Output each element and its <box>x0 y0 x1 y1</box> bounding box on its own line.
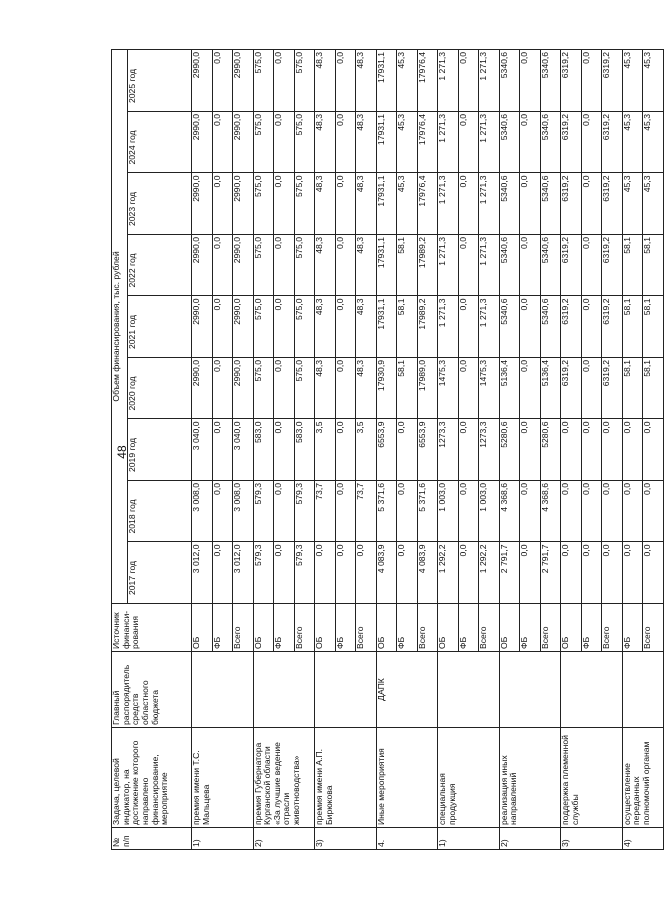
value-cell: 0,0 <box>212 235 233 297</box>
value-cell: 3,5 <box>315 419 336 481</box>
value-cell: 5340,6 <box>540 112 561 174</box>
value-cell: 45,3 <box>622 173 643 235</box>
value-cell: 0,0 <box>602 481 623 543</box>
value-cell: 5 371,6 <box>417 481 438 543</box>
value-cell: 1 271,3 <box>479 296 500 358</box>
row-task: премия имени А.П. Бирюкова <box>315 728 377 828</box>
row-task: премия Губернатора Курганской области «За лучшие ведение отрасли животноводства» <box>253 728 315 828</box>
value-cell: 0,0 <box>274 481 295 543</box>
value-cell: 5 371,6 <box>376 481 397 543</box>
value-cell: 0,0 <box>458 173 479 235</box>
value-cell: 3 008,0 <box>233 481 254 543</box>
value-cell: 579,3 <box>253 542 274 604</box>
row-source: ФБ <box>397 604 418 652</box>
value-cell: 575,0 <box>294 112 315 174</box>
value-cell: 6319,2 <box>561 49 582 111</box>
value-cell: 5280,6 <box>540 419 561 481</box>
value-cell: 579,3 <box>294 542 315 604</box>
value-cell: 1 271,3 <box>438 296 459 358</box>
value-cell: 0,0 <box>458 49 479 111</box>
value-cell: 3 012,0 <box>233 542 254 604</box>
value-cell: 48,3 <box>315 235 336 297</box>
value-cell: 6319,2 <box>602 296 623 358</box>
value-cell: 6319,2 <box>602 173 623 235</box>
value-cell: 48,3 <box>315 112 336 174</box>
value-cell: 6319,2 <box>602 235 623 297</box>
row-manager <box>438 652 500 728</box>
value-cell: 575,0 <box>294 235 315 297</box>
rotated-table-wrapper <box>111 50 652 850</box>
value-cell: 17931,1 <box>376 112 397 174</box>
value-cell: 575,0 <box>253 173 274 235</box>
row-source: Всего <box>233 604 254 652</box>
value-cell: 58,1 <box>622 235 643 297</box>
value-cell: 4 368,6 <box>499 481 520 543</box>
value-cell: 2990,0 <box>233 49 254 111</box>
table-row <box>622 49 643 849</box>
value-cell: 0,0 <box>520 112 541 174</box>
row-source: ФБ <box>622 604 643 652</box>
value-cell: 0,0 <box>561 542 582 604</box>
row-source: Всего <box>643 604 664 652</box>
value-cell: 1 271,3 <box>479 112 500 174</box>
value-cell: 0,0 <box>622 481 643 543</box>
value-cell: 17931,1 <box>376 49 397 111</box>
table-row <box>315 49 336 849</box>
row-source: ФБ <box>458 604 479 652</box>
value-cell: 1475,3 <box>479 358 500 420</box>
value-cell: 0,0 <box>212 358 233 420</box>
value-cell: 0,0 <box>274 419 295 481</box>
value-cell: 575,0 <box>294 173 315 235</box>
value-cell: 17931,1 <box>376 235 397 297</box>
value-cell: 6319,2 <box>602 49 623 111</box>
value-cell: 0,0 <box>335 481 356 543</box>
value-cell: 0,0 <box>212 49 233 111</box>
row-task: осуществление переданных полномочий органам <box>622 728 663 828</box>
value-cell: 579,3 <box>294 481 315 543</box>
value-cell: 1 271,3 <box>479 49 500 111</box>
value-cell: 45,3 <box>397 173 418 235</box>
value-cell: 0,0 <box>561 481 582 543</box>
value-cell: 583,0 <box>253 419 274 481</box>
value-cell: 6319,2 <box>561 358 582 420</box>
value-cell: 1 271,3 <box>479 235 500 297</box>
row-manager <box>499 652 561 728</box>
value-cell: 575,0 <box>253 358 274 420</box>
value-cell: 0,0 <box>212 296 233 358</box>
value-cell: 45,3 <box>397 49 418 111</box>
value-cell: 73,7 <box>356 481 377 543</box>
value-cell: 4 083,9 <box>376 542 397 604</box>
value-cell: 0,0 <box>581 542 602 604</box>
value-cell: 0,0 <box>643 481 664 543</box>
value-cell: 17989,0 <box>417 358 438 420</box>
header-year: 2019 год <box>128 419 192 481</box>
value-cell: 48,3 <box>356 112 377 174</box>
value-cell: 0,0 <box>274 358 295 420</box>
value-cell: 0,0 <box>520 481 541 543</box>
value-cell: 48,3 <box>315 173 336 235</box>
value-cell: 575,0 <box>294 49 315 111</box>
value-cell: 579,3 <box>253 481 274 543</box>
row-source: ФБ <box>581 604 602 652</box>
value-cell: 58,1 <box>643 358 664 420</box>
value-cell: 2990,0 <box>192 358 213 420</box>
value-cell: 0,0 <box>643 542 664 604</box>
header-year: 2017 год <box>128 542 192 604</box>
value-cell: 45,3 <box>643 112 664 174</box>
header-row-1 <box>112 49 128 849</box>
value-cell: 0,0 <box>520 235 541 297</box>
value-cell: 6319,2 <box>561 235 582 297</box>
value-cell: 17976,4 <box>417 112 438 174</box>
header-task: Задача, целевой индикатор, на достижение которого направлено финансирование, мероприятие <box>112 728 192 828</box>
value-cell: 58,1 <box>643 296 664 358</box>
table-body <box>192 49 664 849</box>
row-manager <box>315 652 377 728</box>
value-cell: 2990,0 <box>192 235 213 297</box>
value-cell: 4 368,6 <box>540 481 561 543</box>
value-cell: 2990,0 <box>192 296 213 358</box>
row-task: поддержка племенной службы <box>561 728 623 828</box>
value-cell: 1 271,3 <box>438 49 459 111</box>
value-cell: 5340,6 <box>540 296 561 358</box>
value-cell: 0,0 <box>335 358 356 420</box>
row-manager <box>622 652 663 728</box>
value-cell: 17976,4 <box>417 173 438 235</box>
value-cell: 0,0 <box>520 296 541 358</box>
value-cell: 0,0 <box>581 235 602 297</box>
value-cell: 2990,0 <box>192 49 213 111</box>
value-cell: 0,0 <box>335 173 356 235</box>
value-cell: 48,3 <box>356 173 377 235</box>
value-cell: 1 003,0 <box>438 481 459 543</box>
value-cell: 2990,0 <box>233 173 254 235</box>
value-cell: 2990,0 <box>192 173 213 235</box>
value-cell: 2990,0 <box>233 235 254 297</box>
value-cell: 0,0 <box>622 419 643 481</box>
value-cell: 575,0 <box>253 235 274 297</box>
value-cell: 6319,2 <box>602 112 623 174</box>
row-manager <box>561 652 623 728</box>
row-source: ОБ <box>561 604 582 652</box>
row-source: ФБ <box>520 604 541 652</box>
value-cell: 58,1 <box>622 358 643 420</box>
header-manager: Главный распорядитель средств областного бюджета <box>112 652 192 728</box>
value-cell: 5280,6 <box>499 419 520 481</box>
value-cell: 0,0 <box>335 542 356 604</box>
value-cell: 1475,3 <box>438 358 459 420</box>
value-cell: 0,0 <box>520 542 541 604</box>
value-cell: 0,0 <box>581 481 602 543</box>
value-cell: 58,1 <box>622 296 643 358</box>
table-row <box>376 49 397 849</box>
value-cell: 0,0 <box>274 173 295 235</box>
value-cell: 0,0 <box>335 235 356 297</box>
value-cell: 5136,4 <box>540 358 561 420</box>
value-cell: 3 040,0 <box>192 419 213 481</box>
value-cell: 4 083,9 <box>417 542 438 604</box>
value-cell: 0,0 <box>458 235 479 297</box>
value-cell: 0,0 <box>458 358 479 420</box>
value-cell: 575,0 <box>253 112 274 174</box>
value-cell: 0,0 <box>602 542 623 604</box>
value-cell: 0,0 <box>397 481 418 543</box>
value-cell: 0,0 <box>212 112 233 174</box>
row-manager <box>253 652 315 728</box>
value-cell: 48,3 <box>356 49 377 111</box>
value-cell: 2990,0 <box>233 296 254 358</box>
value-cell: 0,0 <box>397 419 418 481</box>
value-cell: 17989,2 <box>417 296 438 358</box>
row-number: 2) <box>499 828 561 850</box>
value-cell: 6319,2 <box>561 296 582 358</box>
value-cell: 5340,6 <box>540 173 561 235</box>
value-cell: 45,3 <box>643 173 664 235</box>
value-cell: 0,0 <box>335 296 356 358</box>
row-source: ОБ <box>499 604 520 652</box>
value-cell: 58,1 <box>397 358 418 420</box>
value-cell: 58,1 <box>643 235 664 297</box>
value-cell: 0,0 <box>643 419 664 481</box>
row-source: Всего <box>602 604 623 652</box>
row-source: Всего <box>479 604 500 652</box>
row-manager: ДАПК <box>376 652 438 728</box>
value-cell: 0,0 <box>602 419 623 481</box>
value-cell: 0,0 <box>581 419 602 481</box>
value-cell: 3,5 <box>356 419 377 481</box>
row-source: ОБ <box>315 604 336 652</box>
value-cell: 0,0 <box>458 481 479 543</box>
value-cell: 0,0 <box>274 235 295 297</box>
value-cell: 45,3 <box>643 49 664 111</box>
value-cell: 2 791,7 <box>540 542 561 604</box>
value-cell: 575,0 <box>294 358 315 420</box>
value-cell: 48,3 <box>356 296 377 358</box>
row-number: 4. <box>376 828 438 850</box>
header-year: 2025 год <box>128 49 192 111</box>
row-source: ФБ <box>335 604 356 652</box>
value-cell: 5340,6 <box>499 112 520 174</box>
row-source: ОБ <box>192 604 213 652</box>
value-cell: 2990,0 <box>233 358 254 420</box>
row-source: Всего <box>356 604 377 652</box>
value-cell: 0,0 <box>335 49 356 111</box>
value-cell: 73,7 <box>315 481 336 543</box>
row-source: Всего <box>294 604 315 652</box>
row-task: премия имени Т.С. Мальцева <box>192 728 254 828</box>
row-number: 4) <box>622 828 663 850</box>
value-cell: 48,3 <box>315 358 336 420</box>
value-cell: 1 271,3 <box>479 173 500 235</box>
value-cell: 0,0 <box>520 358 541 420</box>
value-cell: 0,0 <box>520 49 541 111</box>
header-year: 2024 год <box>128 112 192 174</box>
value-cell: 0,0 <box>581 112 602 174</box>
value-cell: 5340,6 <box>499 173 520 235</box>
value-cell: 6319,2 <box>602 358 623 420</box>
row-number: 3) <box>561 828 623 850</box>
value-cell: 0,0 <box>274 49 295 111</box>
value-cell: 0,0 <box>581 296 602 358</box>
value-cell: 45,3 <box>622 112 643 174</box>
value-cell: 0,0 <box>520 173 541 235</box>
value-cell: 0,0 <box>212 173 233 235</box>
row-task: специальная продукция <box>438 728 500 828</box>
value-cell: 575,0 <box>253 296 274 358</box>
value-cell: 0,0 <box>212 419 233 481</box>
value-cell: 2990,0 <box>233 112 254 174</box>
value-cell: 3 008,0 <box>192 481 213 543</box>
value-cell: 0,0 <box>212 481 233 543</box>
row-number: 1) <box>438 828 500 850</box>
value-cell: 48,3 <box>356 235 377 297</box>
value-cell: 48,3 <box>315 296 336 358</box>
value-cell: 1273,3 <box>438 419 459 481</box>
table-row <box>438 49 459 849</box>
value-cell: 0,0 <box>581 49 602 111</box>
row-source: Всего <box>540 604 561 652</box>
row-number: 3) <box>315 828 377 850</box>
header-year: 2018 год <box>128 481 192 543</box>
value-cell: 0,0 <box>315 542 336 604</box>
value-cell: 0,0 <box>581 173 602 235</box>
value-cell: 48,3 <box>356 358 377 420</box>
header-year: 2023 год <box>128 173 192 235</box>
value-cell: 0,0 <box>335 419 356 481</box>
value-cell: 17931,1 <box>376 296 397 358</box>
value-cell: 58,1 <box>397 296 418 358</box>
row-source: ФБ <box>274 604 295 652</box>
row-task: реализация иных направлений <box>499 728 561 828</box>
value-cell: 0,0 <box>458 112 479 174</box>
value-cell: 0,0 <box>458 296 479 358</box>
value-cell: 5340,6 <box>499 49 520 111</box>
value-cell: 3 040,0 <box>233 419 254 481</box>
value-cell: 17989,2 <box>417 235 438 297</box>
row-number: 1) <box>192 828 254 850</box>
row-source: ОБ <box>376 604 397 652</box>
header-year: 2022 год <box>128 235 192 297</box>
table-row <box>499 49 520 849</box>
value-cell: 5340,6 <box>499 296 520 358</box>
value-cell: 48,3 <box>315 49 336 111</box>
value-cell: 6319,2 <box>561 112 582 174</box>
header-source: Источник финанси-рования <box>112 604 192 652</box>
value-cell: 5340,6 <box>540 49 561 111</box>
value-cell: 583,0 <box>294 419 315 481</box>
value-cell: 6553,9 <box>376 419 397 481</box>
row-source: Всего <box>417 604 438 652</box>
value-cell: 6319,2 <box>561 173 582 235</box>
header-year: 2020 год <box>128 358 192 420</box>
value-cell: 0,0 <box>274 112 295 174</box>
page-number: 48 <box>115 445 129 459</box>
table-row <box>253 49 274 849</box>
value-cell: 6553,9 <box>417 419 438 481</box>
value-cell: 1273,3 <box>479 419 500 481</box>
row-number: 2) <box>253 828 315 850</box>
value-cell: 0,0 <box>274 542 295 604</box>
value-cell: 1 271,3 <box>438 235 459 297</box>
value-cell: 0,0 <box>520 419 541 481</box>
value-cell: 0,0 <box>397 542 418 604</box>
value-cell: 0,0 <box>212 542 233 604</box>
value-cell: 1 292,2 <box>479 542 500 604</box>
value-cell: 5340,6 <box>499 235 520 297</box>
value-cell: 45,3 <box>622 49 643 111</box>
value-cell: 0,0 <box>561 419 582 481</box>
value-cell: 2 791,7 <box>499 542 520 604</box>
header-num: № п/п <box>112 828 192 850</box>
value-cell: 0,0 <box>458 542 479 604</box>
header-funding-group: Объем финансирования, тыс. рублей <box>112 49 128 603</box>
row-source: ОБ <box>438 604 459 652</box>
value-cell: 5340,6 <box>540 235 561 297</box>
row-source: ОБ <box>253 604 274 652</box>
value-cell: 58,1 <box>397 235 418 297</box>
row-manager <box>192 652 254 728</box>
value-cell: 17930,9 <box>376 358 397 420</box>
table-row <box>192 49 213 849</box>
financing-table <box>111 49 664 850</box>
value-cell: 575,0 <box>253 49 274 111</box>
value-cell: 2990,0 <box>192 112 213 174</box>
row-task: Иные мероприятия <box>376 728 438 828</box>
value-cell: 0,0 <box>622 542 643 604</box>
value-cell: 17976,4 <box>417 49 438 111</box>
value-cell: 45,3 <box>397 112 418 174</box>
value-cell: 1 292,2 <box>438 542 459 604</box>
value-cell: 0,0 <box>335 112 356 174</box>
value-cell: 1 271,3 <box>438 112 459 174</box>
value-cell: 1 271,3 <box>438 173 459 235</box>
value-cell: 1 003,0 <box>479 481 500 543</box>
value-cell: 0,0 <box>274 296 295 358</box>
value-cell: 0,0 <box>458 419 479 481</box>
value-cell: 0,0 <box>356 542 377 604</box>
table-row <box>561 49 582 849</box>
value-cell: 575,0 <box>294 296 315 358</box>
header-year: 2021 год <box>128 296 192 358</box>
value-cell: 0,0 <box>581 358 602 420</box>
value-cell: 17931,1 <box>376 173 397 235</box>
row-source: ФБ <box>212 604 233 652</box>
value-cell: 5136,4 <box>499 358 520 420</box>
value-cell: 3 012,0 <box>192 542 213 604</box>
